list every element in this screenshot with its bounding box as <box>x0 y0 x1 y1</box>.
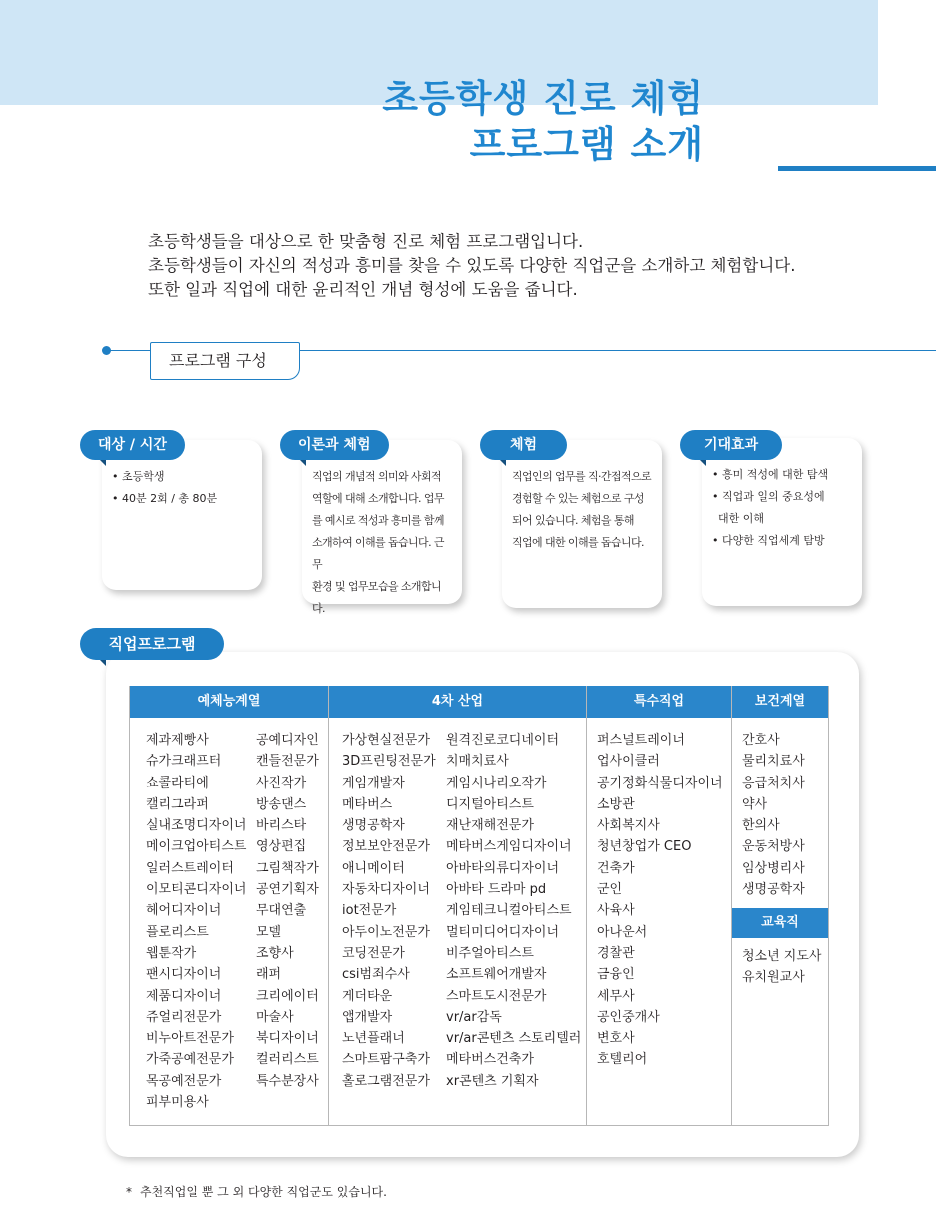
job-item: 마술사 <box>256 1009 294 1025</box>
footnote-text: 추천직업일 뿐 그 외 다양한 직업군도 있습니다. <box>140 1185 387 1199</box>
job-item: 팬시디자이너 <box>146 967 222 983</box>
job-item: 자동차디자이너 <box>342 882 430 898</box>
job-item: 메이크업아티스트 <box>146 839 247 855</box>
table-header-education: 교육직 <box>732 908 828 938</box>
table-header-health: 보건계열 <box>732 686 828 718</box>
card-list-item: • 초등학생 <box>112 470 165 483</box>
job-item: 생명공학자 <box>342 818 405 834</box>
job-item: 이모티콘디자이너 <box>146 882 247 898</box>
card-body <box>302 440 462 615</box>
job-item: 디지털아티스트 <box>446 796 534 812</box>
job-item: 메타버스 <box>342 796 393 812</box>
job-item: 게임개발자 <box>342 775 405 791</box>
job-item: 소방관 <box>597 796 635 812</box>
industry4-column-1 <box>342 730 436 1092</box>
job-item: 스마트팜구축가 <box>342 1052 430 1068</box>
job-item: 일러스트레이터 <box>146 860 234 876</box>
job-item: 웹툰작가 <box>146 945 197 961</box>
card-text-line: 소개하여 이해를 돕습니다. 근무 <box>312 536 444 571</box>
job-item: 금융인 <box>597 967 635 983</box>
job-item: 가죽공예전문가 <box>146 1052 234 1068</box>
card-text-line: 를 예시로 적성과 흥미를 함께 <box>312 514 444 527</box>
job-item: csi범죄수사 <box>342 967 410 983</box>
arts-column-2 <box>256 730 319 1092</box>
job-item: 메타버스건축가 <box>446 1052 534 1068</box>
job-item: 청소년 지도사 <box>742 949 822 964</box>
job-item: 슈가크래프터 <box>146 754 222 770</box>
job-item: 특수분장사 <box>256 1073 319 1089</box>
card-list-item: • 직업과 일의 중요성에 <box>712 490 825 503</box>
job-item: 비누아트전문가 <box>146 1031 234 1047</box>
job-item: 호텔리어 <box>597 1052 648 1068</box>
job-item: 래퍼 <box>256 967 282 983</box>
education-column <box>742 946 821 989</box>
job-item: 쥬얼리전문가 <box>146 1009 222 1025</box>
table-header-special: 특수직업 <box>587 686 731 718</box>
job-item: 그림책작가 <box>256 860 319 876</box>
job-item: 앱개발자 <box>342 1009 393 1025</box>
table-industry4 <box>328 686 587 1126</box>
card-list-item: 대한 이해 <box>718 512 765 525</box>
job-item: 비주얼아티스트 <box>446 945 534 961</box>
job-item: 군인 <box>597 882 623 898</box>
job-item: 목공예전문가 <box>146 1073 222 1089</box>
job-item: 모델 <box>256 924 282 940</box>
job-item: 가상현실전문가 <box>342 733 430 748</box>
job-item: 게더타운 <box>342 988 393 1004</box>
table-header-arts: 예체능계열 <box>130 686 328 718</box>
job-item: 소프트웨어개발자 <box>446 967 547 983</box>
job-item: 물리치료사 <box>742 754 805 770</box>
arts-column-1 <box>146 730 246 1113</box>
job-item: 제품디자이너 <box>146 988 222 1004</box>
table-header-industry4: 4차 산업 <box>329 686 586 718</box>
section-heading-program: 프로그램 구성 <box>150 342 300 380</box>
card-text-line: 경험할 수 있는 체험으로 구성 <box>512 492 644 505</box>
job-item: vr/ar감독 <box>446 1009 502 1025</box>
job-item: 약사 <box>742 796 768 812</box>
card-text-line: 직업의 개념적 의미와 사회적 <box>312 470 442 483</box>
job-program-tab: 직업프로그램 <box>80 628 224 660</box>
job-item: 간호사 <box>742 733 780 748</box>
table-health <box>731 686 829 1126</box>
table-special <box>586 686 732 1126</box>
job-item: 코딩전문가 <box>342 945 405 961</box>
job-item: 퍼스널트레이너 <box>597 733 685 748</box>
job-item: 아바타 드라마 pd <box>446 882 547 898</box>
table-arts <box>129 686 329 1126</box>
job-item: 북디자이너 <box>256 1031 319 1047</box>
job-item: 멀티미디어디자이너 <box>446 924 560 940</box>
card-text-line: 환경 및 업무모습을 소개합니다. <box>312 580 442 615</box>
job-item: 건축가 <box>597 860 635 876</box>
footnote <box>126 1183 395 1200</box>
job-item: 사회복지사 <box>597 818 660 834</box>
industry4-column-2 <box>446 730 581 1092</box>
special-column <box>597 730 723 1071</box>
job-item: 공인중개사 <box>597 1009 660 1025</box>
card-tab-target-time: 대상 / 시간 <box>80 430 185 460</box>
card-list-item: • 흥미 적성에 대한 탐색 <box>712 468 829 481</box>
job-item: 크리에이터 <box>256 988 319 1004</box>
footnote-mark: * <box>126 1185 132 1199</box>
job-item: 캘리그라퍼 <box>146 796 209 812</box>
job-item: iot전문가 <box>342 903 397 919</box>
job-item: 사육사 <box>597 903 635 919</box>
job-item: 스마트도시전문가 <box>446 988 547 1004</box>
intro-line-3: 또한 일과 직업에 대한 윤리적인 개념 형성에 도움을 줍니다. <box>148 280 578 299</box>
page-title-line-1: 초등학생 진로 체험 <box>382 77 704 120</box>
intro-line-1: 초등학생들을 대상으로 한 맞춤형 진로 체험 프로그램입니다. <box>148 232 584 251</box>
job-item: 치매치료사 <box>446 754 509 770</box>
card-body <box>102 440 262 590</box>
card-text-line: 역할에 대해 소개합니다. 업무 <box>312 492 444 505</box>
job-item: 유치원교사 <box>742 970 805 986</box>
job-item: 응급처치사 <box>742 775 805 791</box>
job-item: 변호사 <box>597 1031 635 1047</box>
job-item: 생명공학자 <box>742 882 805 898</box>
job-item: 아나운서 <box>597 924 648 940</box>
card-tab-experience: 체험 <box>480 430 567 460</box>
job-item: vr/ar콘텐츠 스토리텔러 <box>446 1031 582 1047</box>
job-item: 제과제빵사 <box>146 733 209 748</box>
job-item: 아바타의류디자이너 <box>446 860 560 876</box>
job-item: xr콘텐츠 기획자 <box>446 1073 539 1089</box>
card-body <box>702 438 862 606</box>
job-item: 영상편집 <box>256 839 307 855</box>
card-text-line: 직업인의 업무를 직·간접적으로 <box>512 470 652 483</box>
job-item: 세무사 <box>597 988 635 1004</box>
job-item: 사진작가 <box>256 775 307 791</box>
job-item: 실내조명디자이너 <box>146 818 247 834</box>
card-tab-expected-effects: 기대효과 <box>680 430 782 460</box>
page-title <box>382 76 704 168</box>
job-item: 헤어디자이너 <box>146 903 222 919</box>
job-item: 경찰관 <box>597 945 635 961</box>
job-item: 공예디자인 <box>256 733 319 748</box>
job-item: 홀로그램전문가 <box>342 1073 430 1089</box>
job-item: 청년창업가 CEO <box>597 839 692 855</box>
intro-line-2: 초등학생들이 자신의 적성과 흥미를 찾을 수 있도록 다양한 직업군을 소개하고 체험합니다. <box>148 256 796 275</box>
job-item: 원격진로코디네이터 <box>446 733 560 748</box>
job-item: 캔들전문가 <box>256 754 319 770</box>
page-title-line-2: 프로그램 소개 <box>469 123 704 166</box>
job-item: 컬러리스트 <box>256 1052 319 1068</box>
job-item: 공연기획자 <box>256 882 319 898</box>
job-item: 운동처방사 <box>742 839 805 855</box>
card-text-line: 되어 있습니다. 체험을 통해 <box>512 514 634 527</box>
job-item: 3D프린팅전문가 <box>342 754 436 770</box>
job-item: 아두이노전문가 <box>342 924 430 940</box>
job-item: 플로리스트 <box>146 924 209 940</box>
job-item: 쇼콜라티에 <box>146 775 209 791</box>
card-tab-theory-experience: 이론과 체험 <box>280 430 389 460</box>
job-item: 메타버스게임디자이너 <box>446 839 572 855</box>
job-item: 게임시나리오작가 <box>446 775 547 791</box>
section-bullet-dot <box>102 346 111 355</box>
job-item: 업사이클러 <box>597 754 660 770</box>
intro-text <box>148 230 795 302</box>
job-item: 정보보안전문가 <box>342 839 430 855</box>
job-item: 한의사 <box>742 818 780 834</box>
job-item: 피부미용사 <box>146 1095 209 1111</box>
job-item: 방송댄스 <box>256 796 307 812</box>
job-item: 애니메이터 <box>342 860 405 876</box>
job-item: 무대연출 <box>256 903 307 919</box>
job-item: 조향사 <box>256 945 294 961</box>
card-body <box>502 440 662 608</box>
job-item: 임상병리사 <box>742 860 805 876</box>
card-text-line: 직업에 대한 이해를 돕습니다. <box>512 536 644 549</box>
job-item: 게임테크니컬아티스트 <box>446 903 572 919</box>
title-underline <box>778 166 936 171</box>
health-column <box>742 730 805 900</box>
job-item: 바리스타 <box>256 818 307 834</box>
card-list-item: • 40분 2회 / 총 80분 <box>112 492 218 505</box>
card-list-item: • 다양한 직업세계 탐방 <box>712 534 825 547</box>
job-item: 노년플래너 <box>342 1031 405 1047</box>
job-item: 재난재해전문가 <box>446 818 534 834</box>
job-item: 공기정화식물디자이너 <box>597 775 723 791</box>
